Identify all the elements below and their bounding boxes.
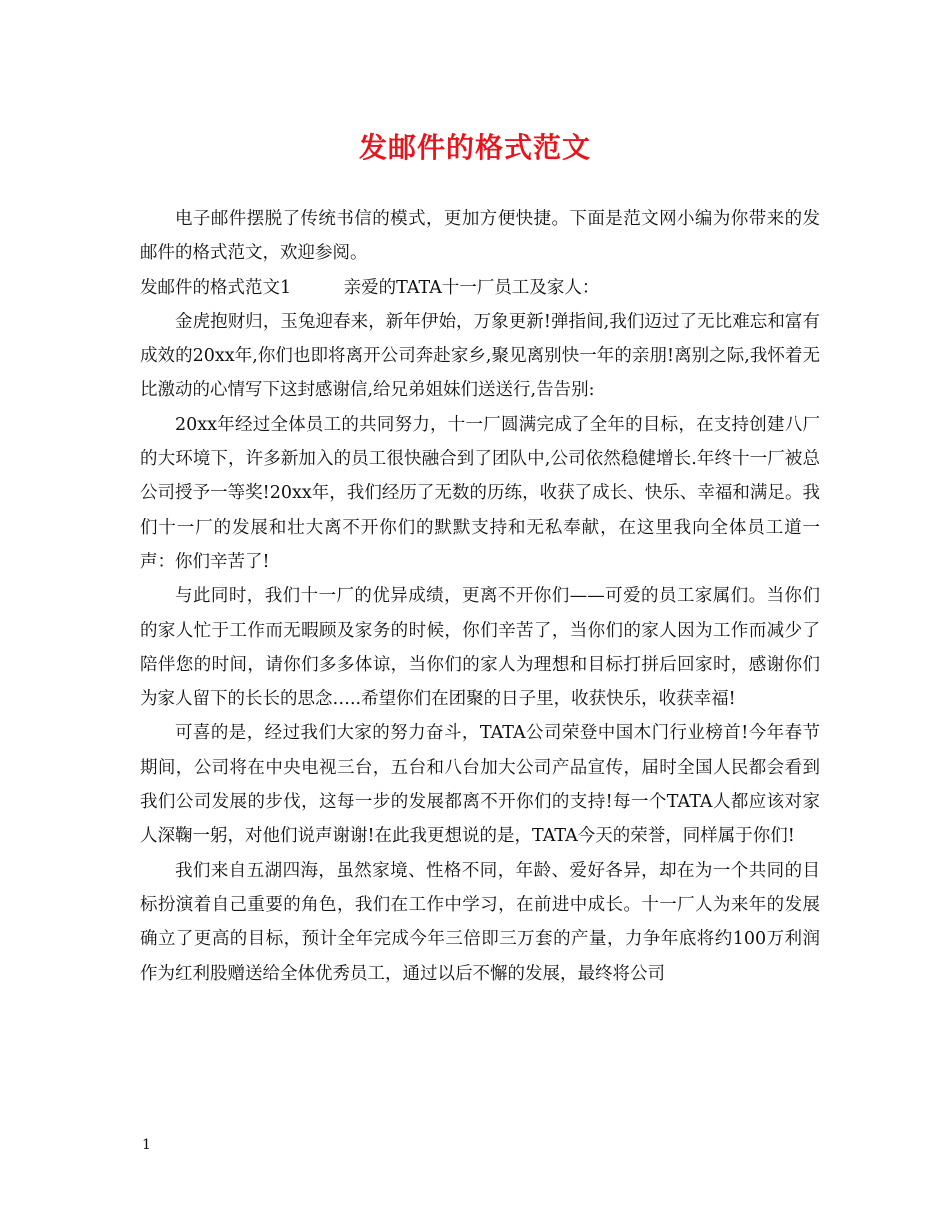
paragraph: 与此同时，我们十一厂的优异成绩，更离不开你们——可爱的员工家属们。当你们的家人忙于工作而无暇顾及家务的时候，你们辛苦了，当你们的家人因为工作而减少了陪伴您的时间，请你们多多体谅，当你们的家人为理想和目标打拼后回家时，感谢你们为家人留下的长长的思念…..希望你们在团聚的日子里，收获快乐，收获幸福! xyxy=(140,586,820,710)
paragraph-heading-sample-1: 发邮件的格式范文1 亲爱的TATA十一厂员工及家人： xyxy=(140,277,600,298)
paragraph-intro: 电子邮件摆脱了传统书信的模式，更加方便快捷。下面是范文网小编为你带来的发邮件的格式范文，欢迎参阅。 xyxy=(140,209,820,264)
document-body xyxy=(140,202,820,991)
page-number: 1 xyxy=(142,1137,151,1153)
paragraph: 我们来自五湖四海，虽然家境、性格不同，年龄、爱好各异，却在为一个共同的目标扮演着自己重要的角色，我们在工作中学习，在前进中成长。十一厂人为来年的发展确立了更高的目标，预计全年完成今年三倍即三万套的产量，力争年底将约100万利润作为红利股赠送给全体优秀员工，通过以后不懈的发展，最终将公司 xyxy=(140,860,820,984)
document-title: 发邮件的格式范文 xyxy=(358,131,591,164)
paragraph: 20xx年经过全体员工的共同努力，十一厂圆满完成了全年的目标，在支持创建八厂的大环境下，许多新加入的员工很快融合到了团队中,公司依然稳健增长.年终十一厂被总公司授予一等奖!20xx年，我们经历了无数的历练，收获了成长、快乐、幸福和满足。我们十一厂的发展和壮大离不开你们的默默支持和无私奉献，在这里我向全体员工道一声：你们辛苦了! xyxy=(140,414,820,572)
paragraph: 可喜的是，经过我们大家的努力奋斗，TATA公司荣登中国木门行业榜首!今年春节期间，公司将在中央电视三台，五台和八台加大公司产品宣传，届时全国人民都会看到我们公司发展的步伐，这每一步的发展都离不开你们的支持!每一个TATA人都应该对家人深鞠一躬，对他们说声谢谢!在此我更想说的是，TATA今天的荣誉，同样属于你们! xyxy=(140,723,820,847)
paragraph: 金虎抱财归，玉兔迎春来，新年伊始，万象更新!弹指间,我们迈过了无比难忘和富有成效的20xx年,你们也即将离开公司奔赴家乡,聚见离别快一年的亲朋!离别之际,我怀着无比激动的心情写下这封感谢信,给兄弟姐妹们送送行,告告别: xyxy=(140,311,820,401)
